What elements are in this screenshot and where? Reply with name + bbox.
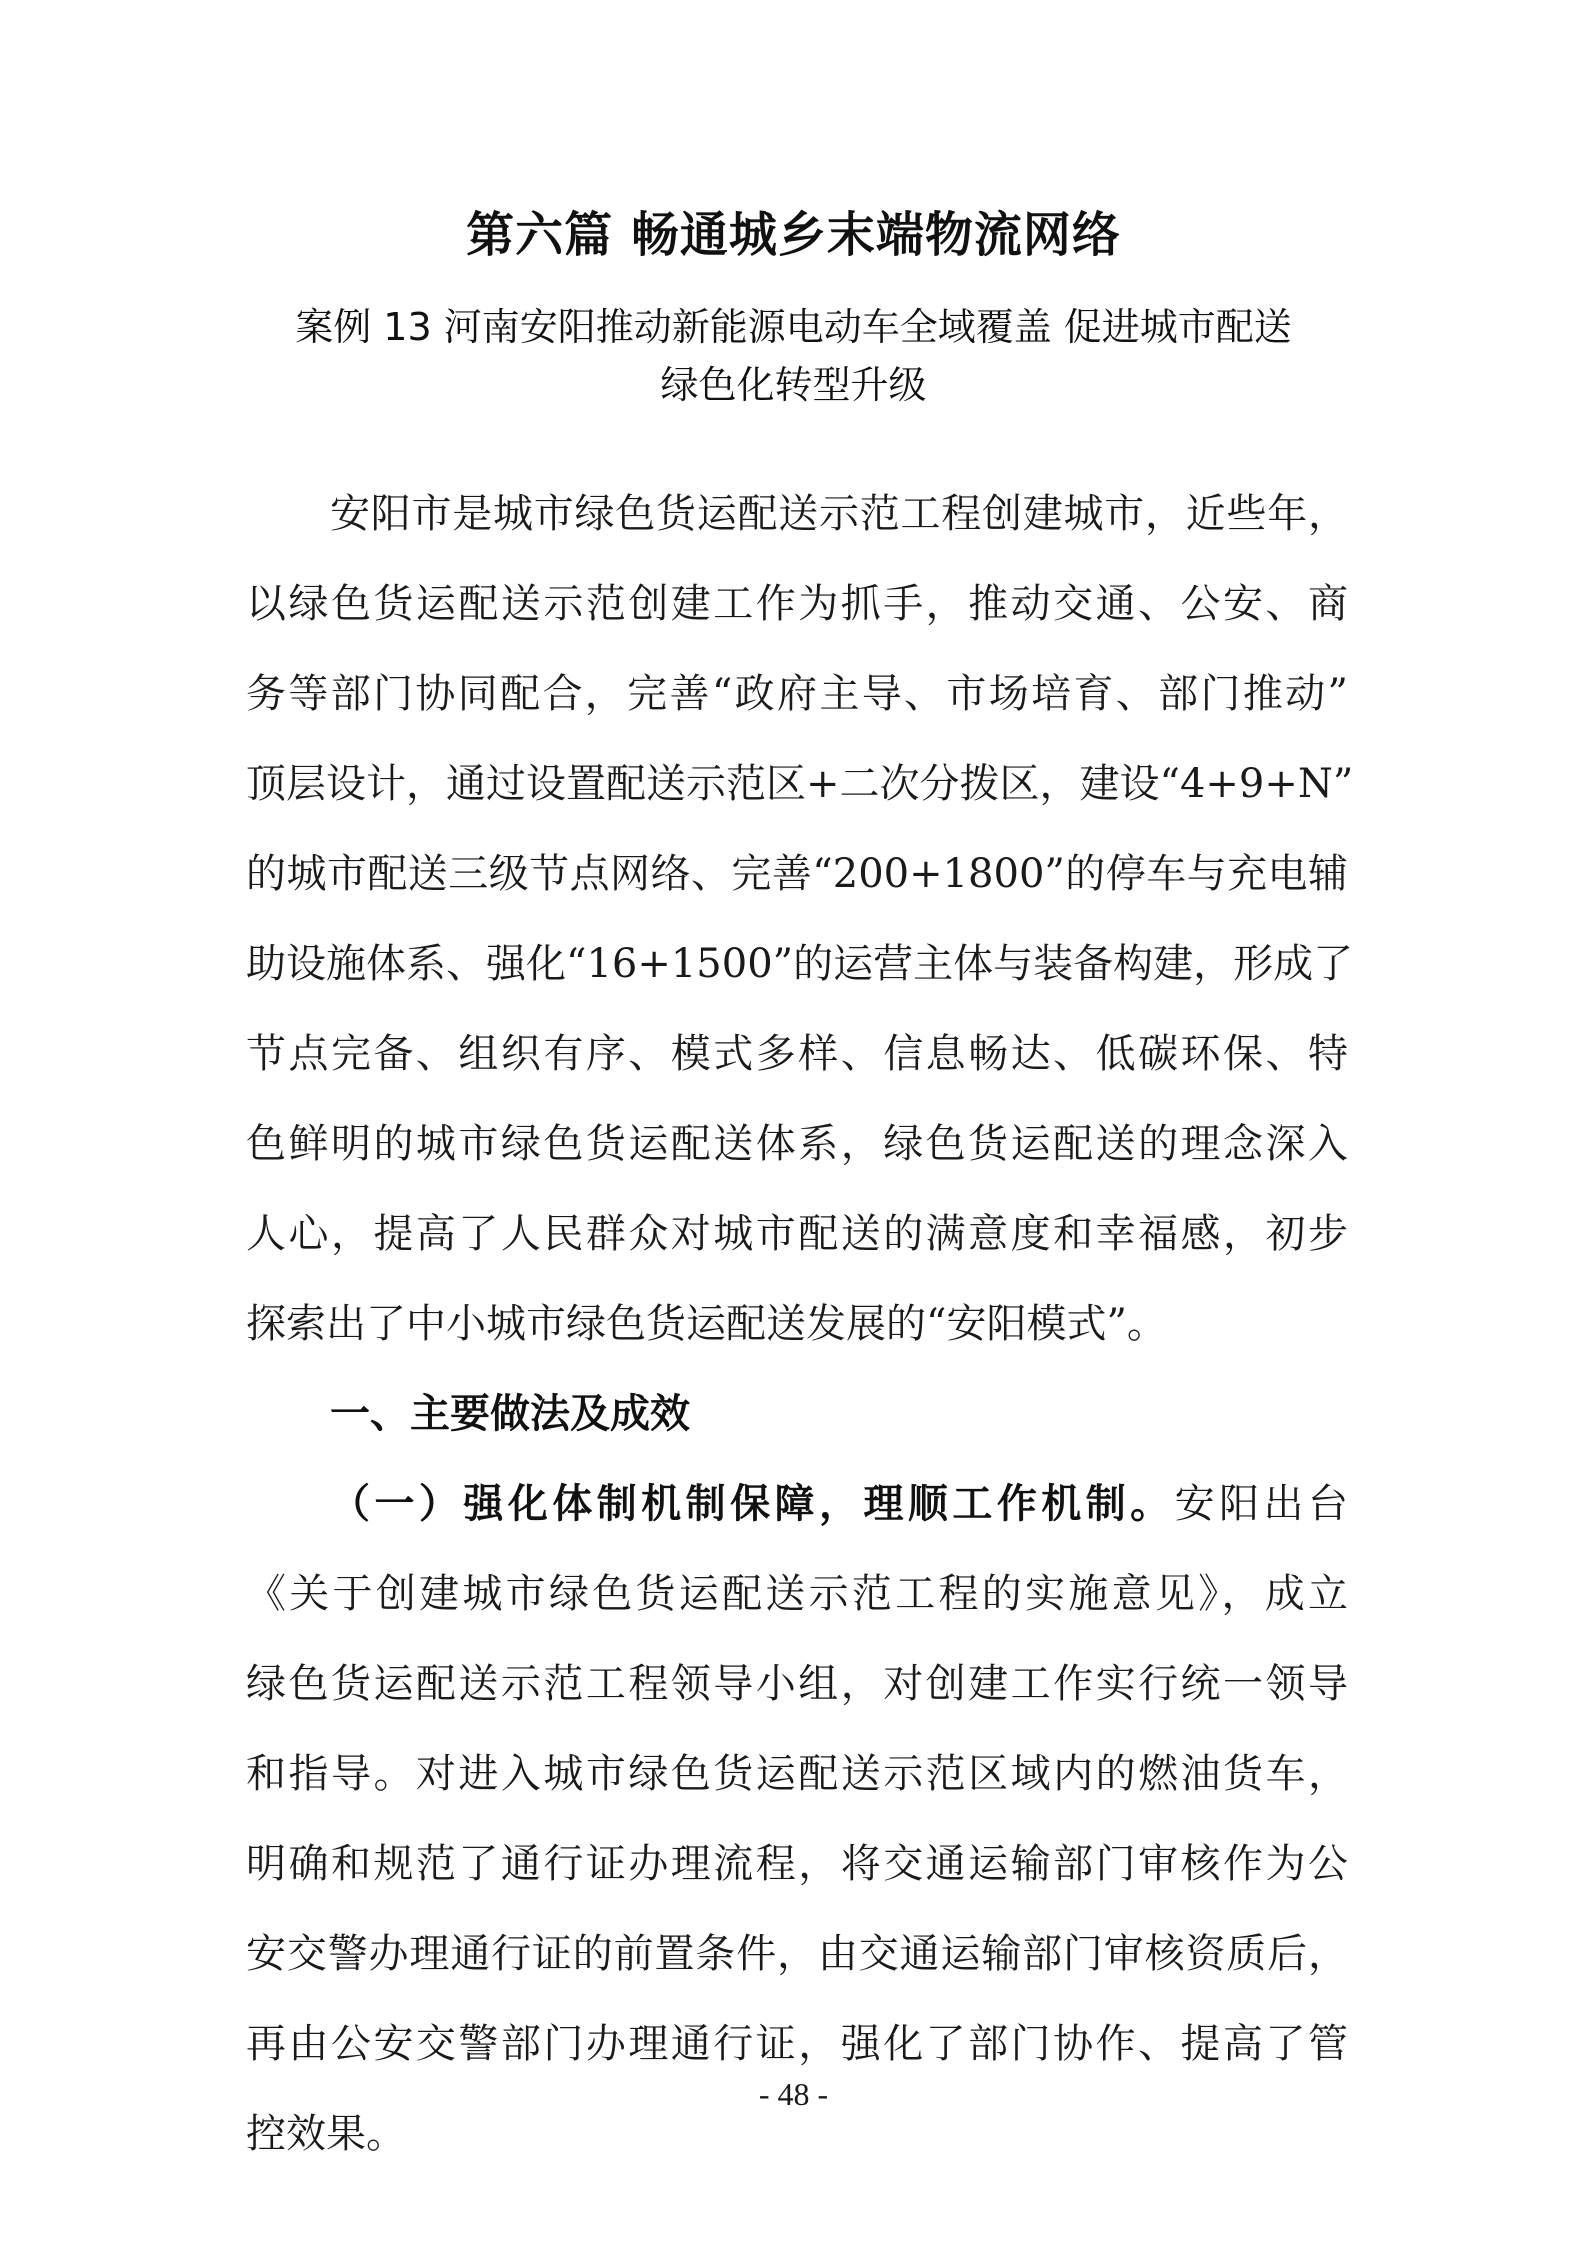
part-title: 第六篇 畅通城乡末端物流网络 — [466, 207, 1121, 263]
paragraph-2-line: 和指导。对进入城市绿色货运配送示范区域内的燃油货车， — [246, 1751, 1348, 1797]
paragraph-1-line: 色鲜明的城市绿色货运配送体系，绿色货运配送的理念深入 — [246, 1121, 1348, 1167]
paragraph-2-line: 安交警办理通行证的前置条件，由交通运输部门审核资质后， — [246, 1931, 1348, 1977]
paragraph-2-line: 明确和规范了通行证办理流程，将交通运输部门审核作为公 — [246, 1841, 1348, 1887]
paragraph-1-line: 顶层设计，通过设置配送示范区+二次分拨区，建设“4+9+N” — [246, 761, 1354, 807]
paragraph-2-first-line — [330, 1476, 1348, 1532]
paragraph-1-line: 以绿色货运配送示范创建工作为抓手，推动交通、公安、商 — [246, 581, 1348, 627]
case-title-line-1: 案例 13 河南安阳推动新能源电动车全域覆盖 促进城市配送 — [295, 305, 1292, 349]
paragraph-1-line: 探索出了中小城市绿色货运配送发展的“安阳模式”。 — [246, 1301, 1167, 1347]
paragraph-2-line: 绿色货运配送示范工程领导小组，对创建工作实行统一领导 — [246, 1661, 1348, 1707]
case-title-line-2: 绿色化转型升级 — [660, 363, 927, 407]
section-heading: 一、主要做法及成效 — [330, 1391, 690, 1437]
page-number: - 48 - — [758, 2076, 829, 2112]
paragraph-1-line: 助设施体系、强化“16+1500”的运营主体与装备构建，形成了 — [246, 941, 1354, 987]
paragraph-2-line: 控效果。 — [246, 2111, 406, 2157]
paragraph-1-line: 的城市配送三级节点网络、完善“200+1800”的停车与充电辅 — [246, 851, 1348, 897]
paragraph-1-line: 务等部门协同配合，完善“政府主导、市场培育、部门推动” — [246, 671, 1348, 717]
paragraph-2-line: 《关于创建城市绿色货运配送示范工程的实施意见》，成立 — [246, 1571, 1348, 1617]
paragraph-1-line: 人心，提高了人民群众对城市配送的满意度和幸福感，初步 — [246, 1211, 1348, 1257]
paragraph-1-line: 节点完备、组织有序、模式多样、信息畅达、低碳环保、特 — [246, 1031, 1348, 1077]
paragraph-2-line: 再由公安交警部门办理通行证，强化了部门协作、提高了管 — [246, 2021, 1348, 2067]
paragraph-1-line: 安阳市是城市绿色货运配送示范工程创建城市，近些年， — [330, 491, 1348, 537]
subsection-heading: （一）强化体制机制保障，理顺工作机制。 — [330, 1481, 1175, 1527]
paragraph-2-lead-text: 安阳出台 — [1174, 1481, 1349, 1527]
